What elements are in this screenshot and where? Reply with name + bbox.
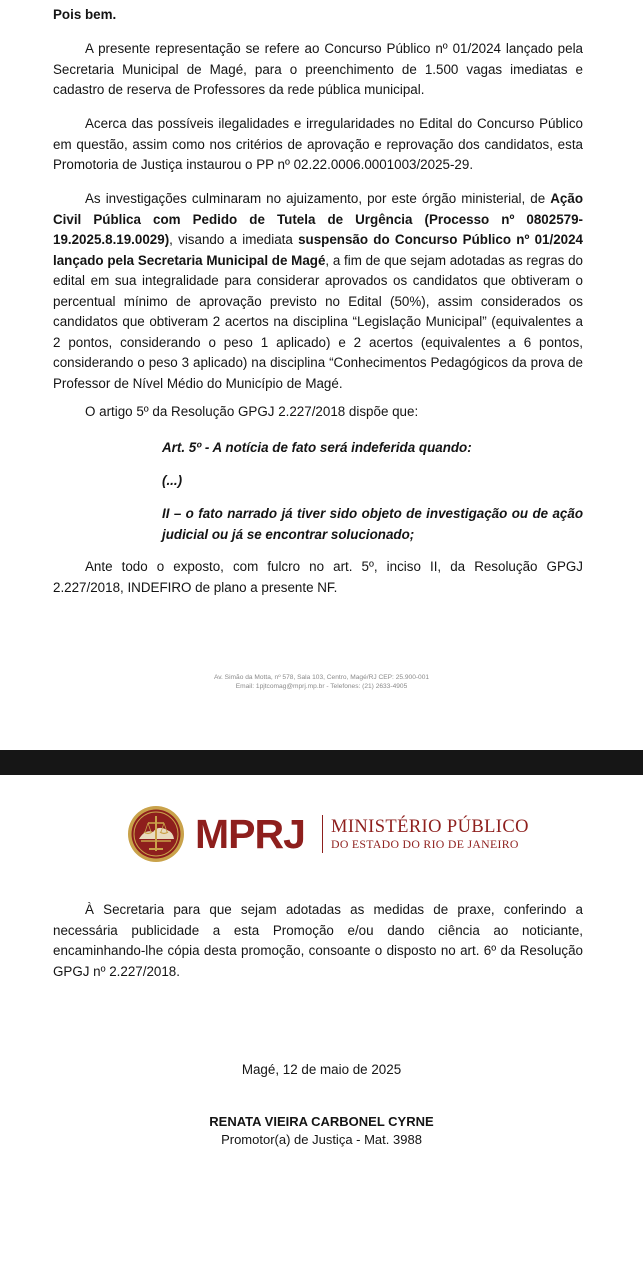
signer-role: Promotor(a) de Justiça - Mat. 3988 — [221, 1132, 422, 1147]
acao-civil-bold: Ação Civil Pública com Pedido de Tutela de Urgência (Processo nº 0802579-19.2025.8.19.0029) — [53, 191, 583, 247]
quote-art5: Art. 5º - A notícia de fato será indeferida quando: — [162, 440, 472, 455]
logo-subtitle: DO ESTADO DO RIO DE JANEIRO — [331, 837, 519, 851]
paragraph-concurso: A presente representação se refere ao Concurso Público nº 01/2024 lançado pela Secretaria Municipal de Magé, para o preenchimento de 1.500 vagas imediatas e cadastro de reserva de Professores da rede pública municipal. — [53, 41, 583, 97]
footer-address: Av. Simão da Motta, nº 578, Sala 103, Centro, Magé/RJ CEP: 25.900-001 — [213, 674, 430, 681]
signer-name: RENATA VIEIRA CARBONEL CYRNE — [209, 1114, 434, 1129]
mprj-seal-icon — [127, 805, 185, 863]
mprj-wordmark: MPRJ — [195, 811, 305, 857]
logo-title: MINISTÉRIO PÚBLICO — [331, 817, 529, 837]
footer-contact: Email: 1pjtcomag@mprj.mp.br - Telefones: (21) 2633-4905 — [235, 682, 408, 690]
section-heading: Pois bem. — [53, 7, 117, 22]
paragraph-indefiro: Ante todo o exposto, com fulcro no art. 5º, inciso II, da Resolução GPGJ 2.227/2018, INDEFIRO de plano a presente NF. — [53, 559, 583, 595]
paragraph-secretaria: À Secretaria para que sejam adotadas as medidas de praxe, conferindo a necessária publicidade a esta Promoção e/ou dando ciência ao noticiante, encaminhando-lhe cópia desta promoção, consoante o disposto no art. 6º da Resolução GPGJ nº 2.227/2018. — [53, 902, 583, 979]
document-page-2 — [0, 775, 643, 1280]
paragraph-artigo: O artigo 5º da Resolução GPGJ 2.227/2018 dispõe que: — [85, 404, 419, 419]
page-divider — [0, 750, 643, 775]
logo-separator — [322, 815, 323, 853]
mprj-logo — [127, 805, 527, 865]
quote-ellipsis: (...) — [162, 473, 183, 488]
suspensao-bold: suspensão do Concurso Público nº 01/2024 lançado pela Secretaria Municipal de Magé — [53, 232, 583, 268]
place-date: Magé, 12 de maio de 2025 — [241, 1062, 402, 1077]
quote-inciso-ii: II – o fato narrado já tiver sido objeto de investigação ou de ação judicial ou já se encontrar solucionado; — [162, 506, 583, 542]
paragraph-procedimento: Acerca das possíveis ilegalidades e irregularidades no Edital do Concurso Público em questão, assim como nos critérios de aprovação e reprovação dos candidatos, esta Promotoria de Justiça instaurou o PP nº 02.22.0006.0001003/2025-29. — [53, 116, 583, 172]
paragraph-acao-civil: As investigações culminaram no ajuizamento, por este órgão ministerial, de Ação Civil Pública com Pedido de Tutela de Urgência (Processo nº 0802579-19.2025.8.19.0029), visando a imediata suspensão do Concurso Público nº 01/2024 lançado pela Secretaria Municipal de Magé, a fim de que sejam adotadas as regras do edital em sua integralidade para considerar aprovados os candidatos que obtiveram o percentual mínimo de aprovação previsto no Edital (50%), assim considerados os candidatos que obtiveram 2 acertos na disciplina “Legislação Municipal” (equivalentes a 2 pontos, considerando o peso 1 aplicado) e 2 acertos (equivalentes a 6 pontos, considerando o peso 3 aplicado) na disciplina “Conhecimentos Pedagógicos da prova de Professor de Nível Médio do Município de Magé. — [53, 191, 583, 391]
page-footer — [0, 674, 643, 691]
